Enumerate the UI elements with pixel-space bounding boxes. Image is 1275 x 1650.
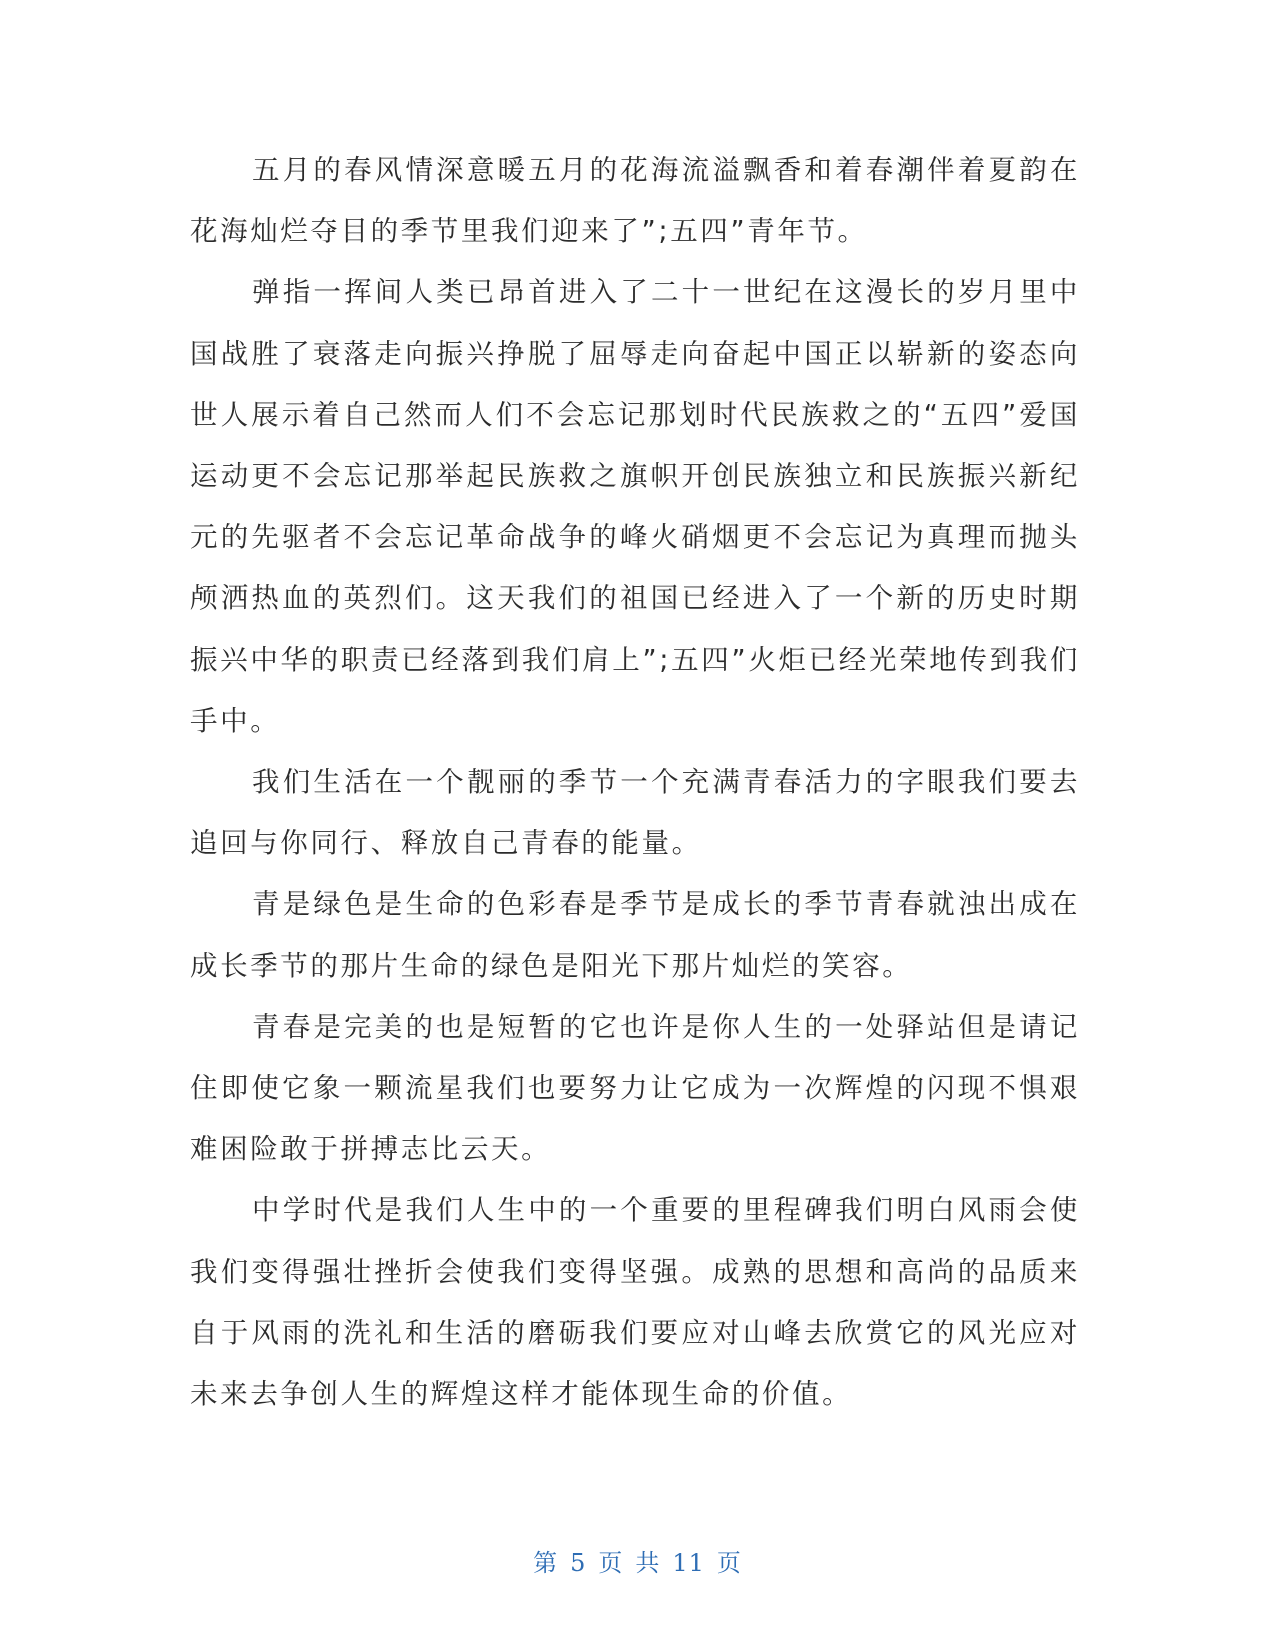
paragraph-1: 五月的春风情深意暖五月的花海流溢飘香和着春潮伴着夏韵在花海灿烂夺目的季节里我们迎来了”;五四”青年节。 xyxy=(190,154,1080,248)
footer-current-page: 5 xyxy=(570,1549,587,1577)
paragraph-2: 弹指一挥间人类已昂首进入了二十一世纪在这漫长的岁月里中国战胜了衰落走向振兴挣脱了屈辱走向奋起中国正以崭新的姿态向世人展示着自己然而人们不会忘记那划时代民族救之的“五四”爱国运动更不会忘记那举起民族救之旗帜开创民族独立和民族振兴新纪元的先驱者不会忘记革命战争的峰火硝烟更不会忘记为真理而抛头颅洒热血的英烈们。这天我们的祖国已经进入了一个新的历史时期振兴中华的职责已经落到我们肩上”;五四”火炬已经光荣地传到我们手中。 xyxy=(190,276,1080,737)
footer-prefix: 第 xyxy=(533,1549,559,1577)
paragraph-5: 青春是完美的也是短暂的它也许是你人生的一处驿站但是请记住即使它象一颗流星我们也要努力让它成为一次辉煌的闪现不惧艰难困险敢于拼搏志比云天。 xyxy=(190,1010,1080,1166)
paragraph-6: 中学时代是我们人生中的一个重要的里程碑我们明白风雨会使我们变得强壮挫折会使我们变得坚强。成熟的思想和高尚的品质来自于风雨的洗礼和生活的磨砺我们要应对山峰去欣赏它的风光应对未来去争创人生的辉煌这样才能体现生命的价值。 xyxy=(190,1194,1080,1411)
document-body xyxy=(190,140,1080,1425)
footer-suffix: 页 xyxy=(716,1549,742,1577)
paragraph-4: 青是绿色是生命的色彩春是季节是成长的季节青春就浊出成在成长季节的那片生命的绿色是阳光下那片灿烂的笑容。 xyxy=(190,888,1080,982)
paragraph-3: 我们生活在一个靓丽的季节一个充满青春活力的字眼我们要去追回与你同行、释放自己青春的能量。 xyxy=(190,766,1080,860)
footer-total-pages: 11 xyxy=(672,1549,705,1577)
footer-total-word: 共 xyxy=(635,1549,661,1577)
footer-page-word: 页 xyxy=(598,1549,624,1577)
page-footer xyxy=(0,1543,1275,1578)
